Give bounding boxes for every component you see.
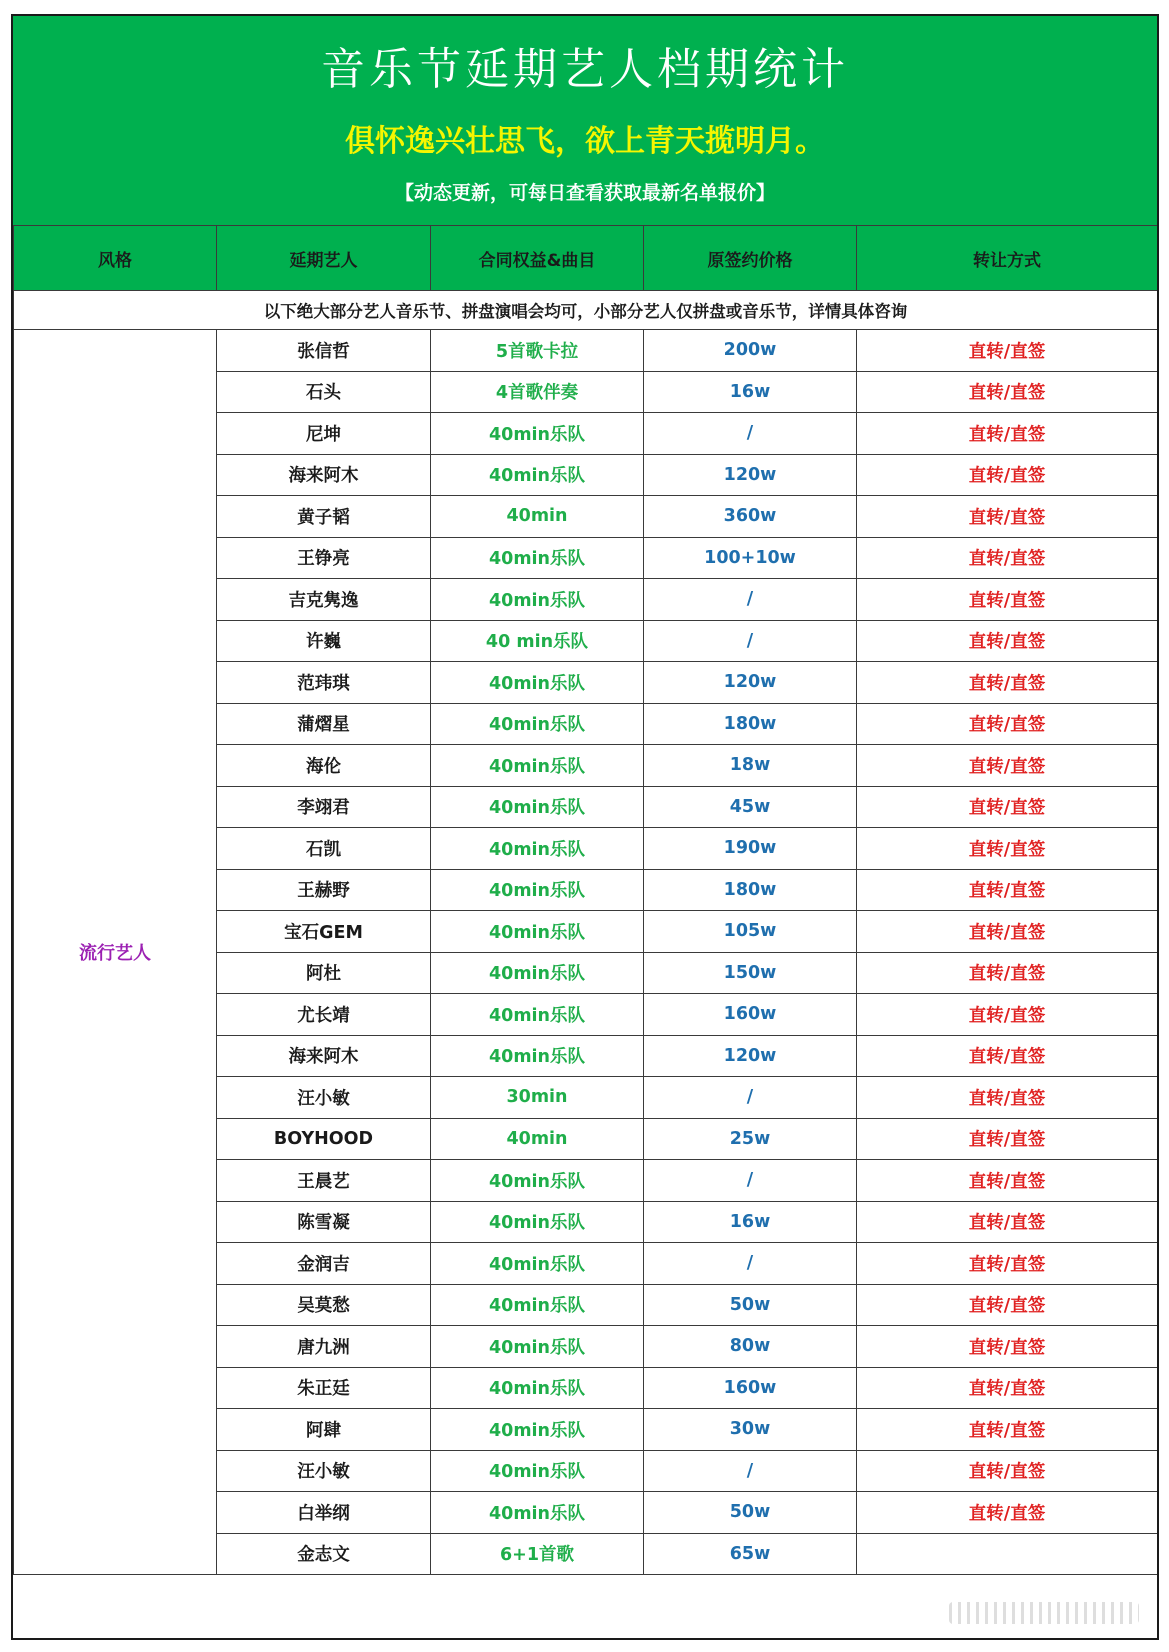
document-frame xyxy=(11,14,1159,1640)
artist-name-cell: 阿杜 xyxy=(217,952,431,994)
transfer-method-cell: 直转/直签 xyxy=(857,496,1158,538)
transfer-method-cell: 直转/直签 xyxy=(857,869,1158,911)
table-row xyxy=(14,330,1158,372)
original-price-cell: 180w xyxy=(644,703,857,745)
contract-rights-cell: 40min乐队 xyxy=(431,1367,644,1409)
artist-name-cell: 张信哲 xyxy=(217,330,431,372)
artist-name-cell: 金志文 xyxy=(217,1533,431,1575)
original-price-cell: 160w xyxy=(644,994,857,1036)
contract-rights-cell: 40min乐队 xyxy=(431,869,644,911)
transfer-method-cell: 直转/直签 xyxy=(857,1326,1158,1368)
style-cell: 流行艺人 xyxy=(14,330,217,1575)
transfer-method-cell: 直转/直签 xyxy=(857,1409,1158,1451)
header-style: 风格 xyxy=(14,226,217,291)
contract-rights-cell: 40min乐队 xyxy=(431,745,644,787)
original-price-cell: 16w xyxy=(644,371,857,413)
artist-name-cell: 王晨艺 xyxy=(217,1160,431,1202)
contract-rights-cell: 40min乐队 xyxy=(431,828,644,870)
header-transfer-method: 转让方式 xyxy=(857,226,1158,291)
notice-text: 以下绝大部分艺人音乐节、拼盘演唱会均可，小部分艺人仅拼盘或音乐节，详情具体咨询 xyxy=(14,291,1158,330)
transfer-method-cell xyxy=(857,1533,1158,1575)
contract-rights-cell: 40min乐队 xyxy=(431,703,644,745)
original-price-cell: / xyxy=(644,1450,857,1492)
contract-rights-cell: 40min乐队 xyxy=(431,537,644,579)
contract-rights-cell: 40min乐队 xyxy=(431,786,644,828)
transfer-method-cell: 直转/直签 xyxy=(857,371,1158,413)
transfer-method-cell: 直转/直签 xyxy=(857,828,1158,870)
contract-rights-cell: 40min乐队 xyxy=(431,413,644,455)
artist-name-cell: 朱正廷 xyxy=(217,1367,431,1409)
transfer-method-cell: 直转/直签 xyxy=(857,454,1158,496)
artist-name-cell: 王铮亮 xyxy=(217,537,431,579)
transfer-method-cell: 直转/直签 xyxy=(857,703,1158,745)
contract-rights-cell: 5首歌卡拉 xyxy=(431,330,644,372)
original-price-cell: 120w xyxy=(644,454,857,496)
original-price-cell: / xyxy=(644,1243,857,1285)
contract-rights-cell: 40 min乐队 xyxy=(431,620,644,662)
update-note: 【动态更新，可每日查看获取最新名单报价】 xyxy=(394,182,775,204)
contract-rights-cell: 40min乐队 xyxy=(431,994,644,1036)
artist-name-cell: 王赫野 xyxy=(217,869,431,911)
original-price-cell: 80w xyxy=(644,1326,857,1368)
artist-name-cell: 李翊君 xyxy=(217,786,431,828)
original-price-cell: / xyxy=(644,620,857,662)
transfer-method-cell: 直转/直签 xyxy=(857,413,1158,455)
transfer-method-cell: 直转/直签 xyxy=(857,1201,1158,1243)
contract-rights-cell: 40min乐队 xyxy=(431,1409,644,1451)
original-price-cell: 180w xyxy=(644,869,857,911)
artist-name-cell: 宝石GEM xyxy=(217,911,431,953)
artist-name-cell: 海来阿木 xyxy=(217,1035,431,1077)
original-price-cell: / xyxy=(644,413,857,455)
original-price-cell: 30w xyxy=(644,1409,857,1451)
page-title: 音乐节延期艺人档期统计 xyxy=(321,44,849,95)
transfer-method-cell: 直转/直签 xyxy=(857,1450,1158,1492)
contract-rights-cell: 30min xyxy=(431,1077,644,1119)
artist-name-cell: 阿肆 xyxy=(217,1409,431,1451)
watermark xyxy=(949,1602,1139,1624)
notice-row xyxy=(14,291,1158,330)
contract-rights-cell: 40min乐队 xyxy=(431,1284,644,1326)
original-price-cell: 18w xyxy=(644,745,857,787)
artist-name-cell: 海来阿木 xyxy=(217,454,431,496)
transfer-method-cell: 直转/直签 xyxy=(857,537,1158,579)
artist-name-cell: 海伦 xyxy=(217,745,431,787)
contract-rights-cell: 40min乐队 xyxy=(431,662,644,704)
original-price-cell: 160w xyxy=(644,1367,857,1409)
contract-rights-cell: 40min xyxy=(431,496,644,538)
transfer-method-cell: 直转/直签 xyxy=(857,1035,1158,1077)
header-banner xyxy=(13,16,1157,225)
artist-name-cell: BOYHOOD xyxy=(217,1118,431,1160)
artist-name-cell: 金润吉 xyxy=(217,1243,431,1285)
original-price-cell: 100+10w xyxy=(644,537,857,579)
original-price-cell: / xyxy=(644,579,857,621)
artist-name-cell: 尼坤 xyxy=(217,413,431,455)
artist-name-cell: 白举纲 xyxy=(217,1492,431,1534)
contract-rights-cell: 40min乐队 xyxy=(431,579,644,621)
original-price-cell: 50w xyxy=(644,1492,857,1534)
artist-name-cell: 石头 xyxy=(217,371,431,413)
original-price-cell: 25w xyxy=(644,1118,857,1160)
contract-rights-cell: 40min乐队 xyxy=(431,911,644,953)
header-rights: 合同权益&曲目 xyxy=(431,226,644,291)
transfer-method-cell: 直转/直签 xyxy=(857,1367,1158,1409)
original-price-cell: 150w xyxy=(644,952,857,994)
original-price-cell: 120w xyxy=(644,662,857,704)
original-price-cell: 120w xyxy=(644,1035,857,1077)
transfer-method-cell: 直转/直签 xyxy=(857,745,1158,787)
transfer-method-cell: 直转/直签 xyxy=(857,662,1158,704)
transfer-method-cell: 直转/直签 xyxy=(857,786,1158,828)
artist-name-cell: 唐九洲 xyxy=(217,1326,431,1368)
transfer-method-cell: 直转/直签 xyxy=(857,911,1158,953)
artist-name-cell: 吉克隽逸 xyxy=(217,579,431,621)
original-price-cell: 16w xyxy=(644,1201,857,1243)
transfer-method-cell: 直转/直签 xyxy=(857,620,1158,662)
contract-rights-cell: 40min乐队 xyxy=(431,1326,644,1368)
artist-name-cell: 汪小敏 xyxy=(217,1450,431,1492)
transfer-method-cell: 直转/直签 xyxy=(857,1118,1158,1160)
transfer-method-cell: 直转/直签 xyxy=(857,1243,1158,1285)
page-subtitle: 俱怀逸兴壮思飞，欲上青天揽明月。 xyxy=(345,124,825,159)
original-price-cell: 45w xyxy=(644,786,857,828)
transfer-method-cell: 直转/直签 xyxy=(857,579,1158,621)
artist-name-cell: 陈雪凝 xyxy=(217,1201,431,1243)
contract-rights-cell: 40min乐队 xyxy=(431,1492,644,1534)
artist-name-cell: 范玮琪 xyxy=(217,662,431,704)
table-header-row xyxy=(14,226,1158,291)
original-price-cell: 65w xyxy=(644,1533,857,1575)
contract-rights-cell: 40min乐队 xyxy=(431,1201,644,1243)
contract-rights-cell: 40min乐队 xyxy=(431,1243,644,1285)
contract-rights-cell: 4首歌伴奏 xyxy=(431,371,644,413)
artist-name-cell: 吴莫愁 xyxy=(217,1284,431,1326)
transfer-method-cell: 直转/直签 xyxy=(857,952,1158,994)
transfer-method-cell: 直转/直签 xyxy=(857,994,1158,1036)
original-price-cell: 190w xyxy=(644,828,857,870)
artist-name-cell: 许巍 xyxy=(217,620,431,662)
contract-rights-cell: 6+1首歌 xyxy=(431,1533,644,1575)
contract-rights-cell: 40min乐队 xyxy=(431,1450,644,1492)
transfer-method-cell: 直转/直签 xyxy=(857,1492,1158,1534)
artist-schedule-table xyxy=(13,225,1158,1575)
transfer-method-cell: 直转/直签 xyxy=(857,1284,1158,1326)
artist-name-cell: 尤长靖 xyxy=(217,994,431,1036)
artist-name-cell: 石凯 xyxy=(217,828,431,870)
contract-rights-cell: 40min xyxy=(431,1118,644,1160)
transfer-method-cell: 直转/直签 xyxy=(857,1160,1158,1202)
header-price: 原签约价格 xyxy=(644,226,857,291)
artist-name-cell: 汪小敏 xyxy=(217,1077,431,1119)
transfer-method-cell: 直转/直签 xyxy=(857,330,1158,372)
artist-name-cell: 黄子韬 xyxy=(217,496,431,538)
original-price-cell: 50w xyxy=(644,1284,857,1326)
original-price-cell: 360w xyxy=(644,496,857,538)
contract-rights-cell: 40min乐队 xyxy=(431,1035,644,1077)
original-price-cell: 105w xyxy=(644,911,857,953)
original-price-cell: / xyxy=(644,1077,857,1119)
transfer-method-cell: 直转/直签 xyxy=(857,1077,1158,1119)
contract-rights-cell: 40min乐队 xyxy=(431,454,644,496)
artist-name-cell: 蒲熠星 xyxy=(217,703,431,745)
original-price-cell: / xyxy=(644,1160,857,1202)
header-artist: 延期艺人 xyxy=(217,226,431,291)
contract-rights-cell: 40min乐队 xyxy=(431,952,644,994)
original-price-cell: 200w xyxy=(644,330,857,372)
contract-rights-cell: 40min乐队 xyxy=(431,1160,644,1202)
